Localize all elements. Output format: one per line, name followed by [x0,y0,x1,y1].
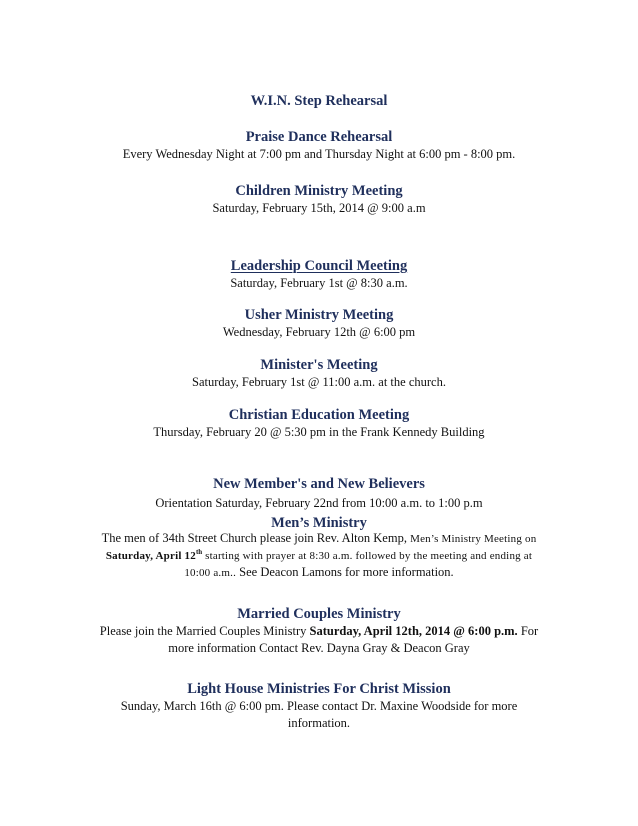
married-for-text: For [517,624,539,638]
married-couples-line-1 [0,623,638,640]
mens-meeting-text: Men’s Ministry Meeting on [410,533,537,545]
ministers-meeting-title: Minister's Meeting [260,357,378,373]
mens-contact-text: See Deacon Lamons for more information. [236,565,454,579]
married-meeting-date: Saturday, April 12th, 2014 @ 6:00 p.m. [309,624,518,638]
step-rehearsal-title: W.I.N. Step Rehearsal [250,93,388,109]
married-couples-line-2: more information Contact Rev. Dayna Gray & Deacon Gray [168,641,470,655]
mens-meeting-schedule: starting with prayer at 8:30 a.m. followed by the meeting and ending at [202,550,533,562]
new-members-title: New Member's and New Believers [213,476,425,492]
christian-education-title: Christian Education Meeting [228,407,410,423]
married-invite-text: Please join the Married Couples Ministry [99,624,310,638]
mens-ministry-title: Men’s Ministry [271,515,367,531]
light-house-line-1: Sunday, March 16th @ 6:00 pm. Please contact Dr. Maxine Woodside for more [120,699,518,713]
children-ministry-title: Children Ministry Meeting [235,183,403,199]
leadership-council-detail: Saturday, February 1st @ 8:30 a.m. [230,276,408,290]
mens-date-suffix: th [195,548,203,556]
mens-ministry-line-2 [0,547,638,565]
mens-ministry-line-1 [0,530,638,548]
usher-ministry-title: Usher Ministry Meeting [244,307,394,323]
mens-meeting-date: Saturday, April 12 [105,550,196,562]
light-house-title: Light House Ministries For Christ Mission [187,681,451,697]
leadership-council-title: Leadership Council Meeting [230,258,408,274]
ministers-meeting-detail: Saturday, February 1st @ 11:00 a.m. at the church. [192,375,446,389]
married-couples-title: Married Couples Ministry [237,606,401,622]
new-members-detail: Orientation Saturday, February 22nd from 10:00 a.m. to 1:00 p.m [155,496,483,510]
mens-end-time: 10:00 a.m.. [184,567,237,579]
praise-dance-title: Praise Dance Rehearsal [245,129,393,145]
children-ministry-detail: Saturday, February 15th, 2014 @ 9:00 a.m [212,201,426,215]
usher-ministry-detail: Wednesday, February 12th @ 6:00 pm [222,325,416,339]
light-house-line-2: information. [287,716,351,730]
christian-education-detail: Thursday, February 20 @ 5:30 pm in the Frank Kennedy Building [153,425,485,439]
mens-ministry-line-3 [0,564,638,582]
mens-line-1-text: The men of 34th Street Church please join Rev. Alton Kemp, [101,531,411,545]
praise-dance-detail: Every Wednesday Night at 7:00 pm and Thursday Night at 6:00 pm - 8:00 pm. [122,147,516,161]
